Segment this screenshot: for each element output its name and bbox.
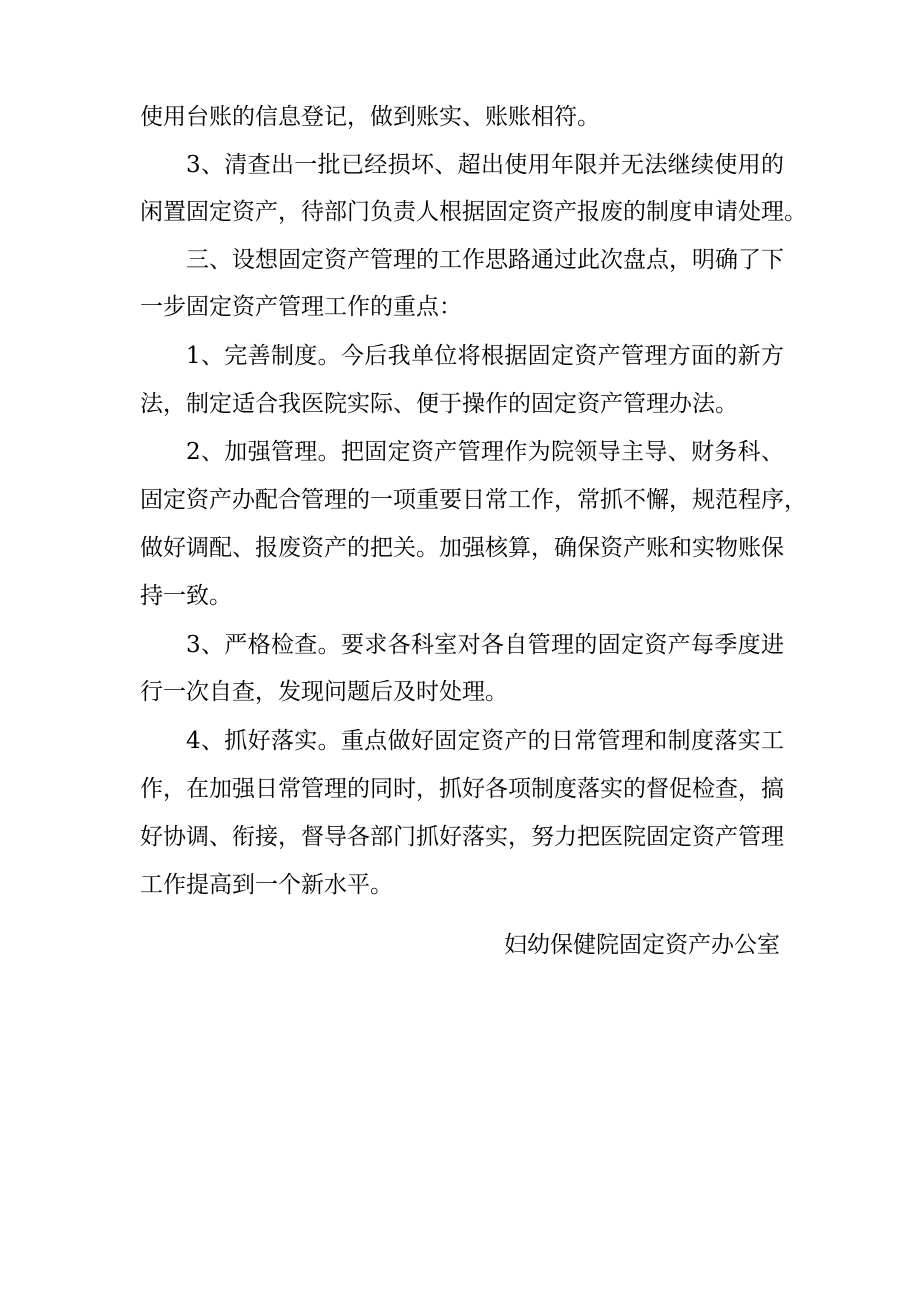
text-line: 4、抓好落实。重点做好固定资产的日常管理和制度落实工	[186, 728, 784, 754]
text-line: 3、严格检查。要求各科室对各自管理的固定资产每季度进	[186, 632, 784, 658]
text-line: 做好调配、报废资产的把关。加强核算，确保资产账和实物账保	[140, 535, 784, 561]
text-line: 一步固定资产管理工作的重点：	[140, 294, 462, 320]
text-line: 工作提高到一个新水平。	[140, 872, 393, 898]
text-line: 行一次自查，发现问题后及时处理。	[140, 679, 508, 705]
text-line: 1、完善制度。今后我单位将根据固定资产管理方面的新方	[186, 343, 784, 369]
text-line: 3、清查出一批已经损坏、超出使用年限并无法继续使用的	[186, 152, 784, 178]
text-line: 持一致。	[140, 583, 232, 609]
signature: 妇幼保健院固定资产办公室	[504, 932, 780, 958]
text-line: 好协调、衔接，督导各部门抓好落实，努力把医院固定资产管理	[140, 824, 784, 850]
text-line: 三、设想固定资产管理的工作思路通过此次盘点，明确了下	[186, 247, 784, 273]
text-line: 固定资产办配合管理的一项重要日常工作，常抓不懈，规范程序，	[140, 487, 807, 513]
text-line: 作，在加强日常管理的同时，抓好各项制度落实的督促检查，搞	[140, 776, 784, 802]
text-line: 使用台账的信息登记，做到账实、账账相符。	[140, 104, 600, 130]
document-page	[140, 0, 807, 1301]
text-line: 法，制定适合我医院实际、便于操作的固定资产管理办法。	[140, 391, 738, 417]
text-line: 闲置固定资产，待部门负责人根据固定资产报废的制度申请处理。	[140, 199, 807, 225]
text-line: 2、加强管理。把固定资产管理作为院领导主导、财务科、	[186, 439, 784, 465]
